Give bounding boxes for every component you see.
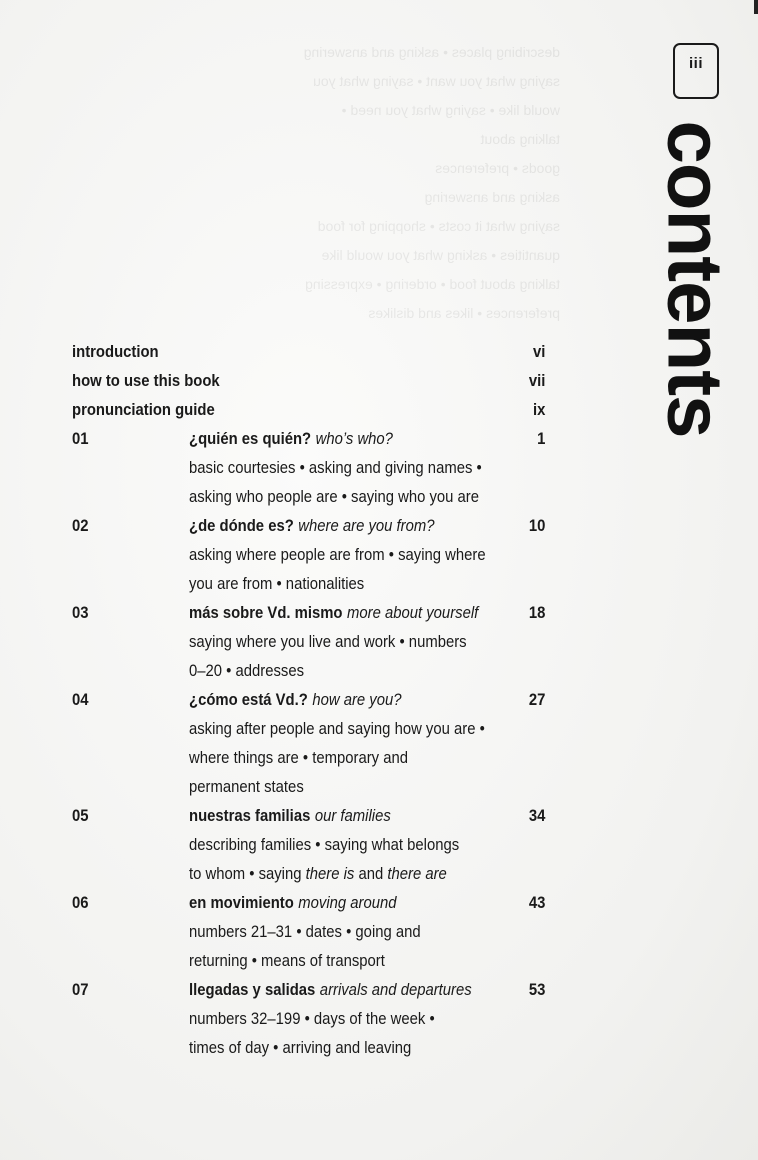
unit-title [189,425,515,454]
desc-italic: there is [305,865,355,883]
unit-description: where things are • temporary and [189,749,408,767]
unit-title [189,599,515,628]
scan-edge-mark [754,0,758,14]
unit-title-english: moving around [298,894,397,912]
unit-page: 43 [528,894,546,912]
toc-unit-heading[interactable] [72,686,545,715]
unit-description: describing families • saying what belongs [189,836,460,854]
unit-number: 03 [72,604,89,622]
unit-page: 34 [528,807,546,825]
unit-number: 02 [72,517,89,535]
toc-unit-heading[interactable] [72,889,545,918]
unit-title [189,686,515,715]
desc-text: to whom • saying [189,865,306,883]
toc-entry-how-to-use[interactable] [72,367,545,396]
unit-description: permanent states [189,778,304,796]
toc-unit-heading[interactable] [72,599,545,628]
unit-title-english: how are you? [312,691,402,709]
unit-page: 1 [537,430,546,448]
unit-number: 05 [72,807,89,825]
toc-entry-introduction[interactable] [72,338,545,367]
unit-title-spanish: ¿de dónde es? [189,517,294,535]
unit-description: 0–20 • addresses [189,662,305,680]
unit-title-spanish: en movimiento [189,894,294,912]
unit-number: 06 [72,894,89,912]
unit-description: returning • means of transport [189,952,385,970]
unit-description: saying where you live and work • numbers [189,633,467,651]
toc-entry-title: pronunciation guide [72,401,215,419]
toc-unit-07 [72,976,545,1063]
toc-unit-05 [72,802,545,889]
toc-unit-02 [72,512,545,599]
toc-unit-04 [72,686,545,802]
toc-entry-title: how to use this book [72,372,220,390]
unit-description: asking where people are from • saying where [189,546,486,564]
reverse-page-show-through: describing places • asking and answering saying what you want • saying what you would like • saying what you need • talking about goods • preferences asking and answering saying what it costs • shopping for food quantities • asking what you would like talking about food • ordering • expressing preferences • likes and dislikes [303,44,560,321]
toc-entry-page: ix [533,401,546,419]
toc-entry-title: introduction [72,343,159,361]
toc-unit-03 [72,599,545,686]
unit-page: 18 [528,604,546,622]
toc-unit-01 [72,425,545,512]
unit-number: 07 [72,981,89,999]
unit-description [72,860,545,889]
toc-entry-pronunciation[interactable] [72,396,545,425]
toc-unit-06 [72,889,545,976]
unit-title-spanish: llegadas y salidas [189,981,316,999]
unit-page: 10 [528,517,546,535]
unit-title-spanish: más sobre Vd. mismo [189,604,343,622]
unit-title-spanish: ¿quién es quién? [189,430,312,448]
unit-title-english: who’s who? [315,430,393,448]
unit-description: numbers 21–31 • dates • going and [189,923,421,941]
unit-page: 27 [528,691,546,709]
toc-entry-page: vii [528,372,546,390]
unit-title [189,889,515,918]
toc-unit-heading[interactable] [72,512,545,541]
page-number-box [673,43,719,99]
unit-number: 04 [72,691,89,709]
unit-title [189,976,515,1005]
unit-title [189,512,515,541]
unit-title-english: our families [314,807,391,825]
unit-description: asking after people and saying how you are • [189,720,485,738]
page-number: iii [688,55,703,72]
unit-description: asking who people are • saying who you are [189,488,480,506]
unit-title [189,802,515,831]
unit-description: you are from • nationalities [189,575,365,593]
desc-text: and [354,865,388,883]
unit-number: 01 [72,430,89,448]
toc-unit-heading[interactable] [72,802,545,831]
unit-description: basic courtesies • asking and giving names • [189,459,482,477]
unit-description: times of day • arriving and leaving [189,1039,412,1057]
section-title-vertical [652,104,740,454]
unit-title-spanish: nuestras familias [189,807,311,825]
unit-title-english: arrivals and departures [319,981,472,999]
unit-title-english: more about yourself [347,604,479,622]
unit-page: 53 [528,981,546,999]
unit-title-spanish: ¿cómo está Vd.? [189,691,308,709]
desc-italic: there are [387,865,447,883]
toc-unit-heading[interactable] [72,976,545,1005]
unit-title-english: where are you from? [298,517,435,535]
toc-unit-heading[interactable] [72,425,545,454]
section-title: contents [652,120,740,438]
table-of-contents [72,338,545,1063]
unit-description: numbers 32–199 • days of the week • [189,1010,435,1028]
toc-entry-page: vi [533,343,546,361]
